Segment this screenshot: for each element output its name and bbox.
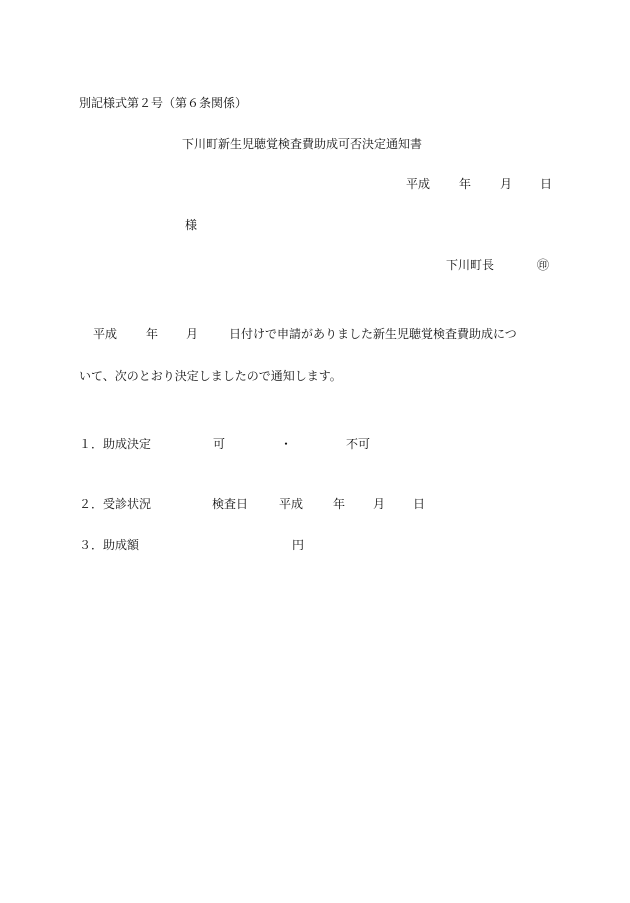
body-line-2: いて、次のとおり決定しましたので通知します。: [79, 369, 342, 383]
option-approved: 可: [213, 437, 226, 451]
body-line-1-text: 日付けで申請がありました新生児聴覚検査費助成につ: [229, 327, 517, 341]
currency-unit: 円: [292, 538, 305, 552]
date-day-unit: 日: [540, 177, 553, 191]
item-exam-status-label: ２．受診状況: [79, 497, 152, 511]
body-month-unit: 月: [186, 327, 199, 341]
option-rejected: 不可: [346, 437, 371, 451]
item-amount-label: ３．助成額: [79, 538, 140, 552]
exam-date-year-unit: 年: [333, 497, 346, 511]
seal-mark: ㊞: [537, 258, 550, 272]
date-year-unit: 年: [459, 177, 472, 191]
exam-date-day-unit: 日: [413, 497, 426, 511]
issuer-name: 下川町長: [446, 258, 495, 272]
date-era: 平成: [406, 177, 431, 191]
date-month-unit: 月: [500, 177, 513, 191]
option-separator: ・: [280, 437, 293, 451]
document-title: 下川町新生児聴覚検査費助成可否決定通知書: [182, 137, 423, 151]
exam-date-label: 検査日: [212, 497, 249, 511]
addressee-suffix: 様: [185, 218, 198, 232]
exam-date-era: 平成: [279, 497, 304, 511]
item-decision-label: １．助成決定: [79, 437, 152, 451]
form-number: 別記様式第２号（第６条関係）: [79, 96, 248, 110]
body-year-unit: 年: [146, 327, 159, 341]
body-era: 平成: [93, 327, 118, 341]
exam-date-month-unit: 月: [373, 497, 386, 511]
